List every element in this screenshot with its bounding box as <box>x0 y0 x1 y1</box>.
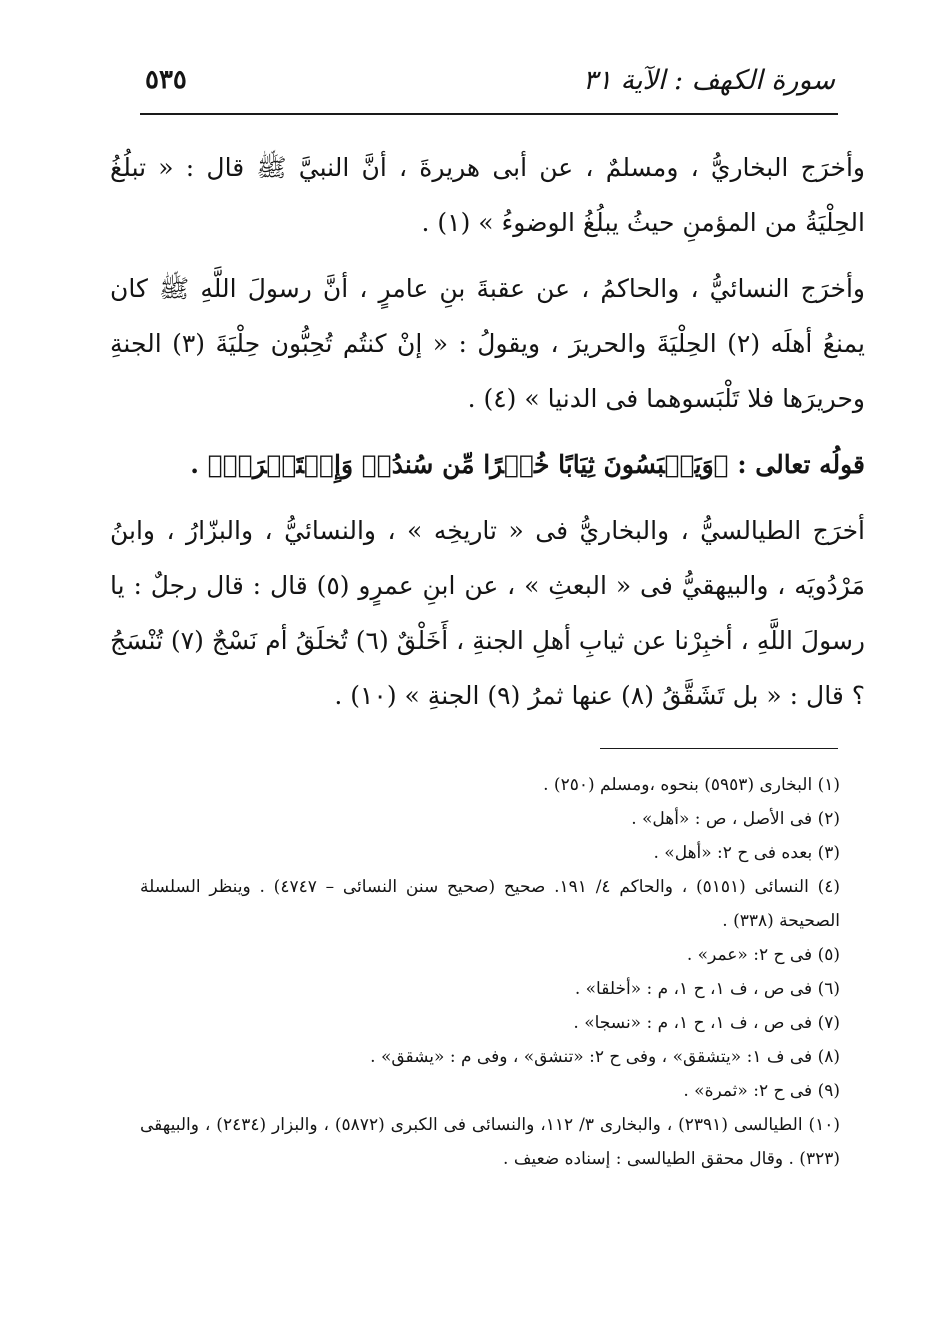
footnote-1: (١) البخارى (٥٩٥٣) بنحوه ،ومسلم (٢٥٠) . <box>543 775 840 795</box>
paragraph-2: وأخرَج النسائيُّ ، والحاكمُ ، عن عقبةَ بنِ عامرٍ ، أنَّ رسولَ اللَّهِ ﷺ كان يمنعُ أهلَه (٢) الحِلْيَةَ والحريرَ ، ويقولُ : « إنْ كنتُم تُحِبُّون حِلْيَةَ (٣) الجنةِ وحريرَها فلا تَلْبَسوهما فى الدنيا » (٤) . <box>110 274 866 413</box>
footnote-6: (٦) فى ص ، ف ١، ح ١، م : «أخلقا» . <box>574 979 840 999</box>
paragraph-1: وأخرَج البخاريُّ ، ومسلمٌ ، عن أبى هريرةَ ، أنَّ النبيَّ ﷺ قال : « تبلُغُ الحِلْيَةُ من المؤمنِ حيثُ يبلُغُ الوضوءُ » (١) . <box>110 153 865 237</box>
footnotes <box>140 768 840 1176</box>
footnote-10: (١٠) الطيالسى (٢٣٩١) ، والبخارى ٣/ ١١٢، والنسائى فى الكبرى (٥٨٧٢) ، والبزار (٢٤٣٤) ، والبيهقى (٣٢٣) . وقال محقق الطيالسى : إسناده ضعيف . <box>140 1115 840 1169</box>
footnote-separator <box>600 748 838 749</box>
page-number: ٥٣٥ <box>145 65 187 95</box>
footnote-2: (٢) فى الأصل ، ص : «أهل» . <box>631 809 840 829</box>
footnote-4: (٤) النسائى (٥١٥١) ، والحاكم ٤/ ١٩١. صحيح (صحيح سنن النسائى – ٤٧٤٧) . وينظر السلسلة الصحيحة (٣٣٨) . <box>140 877 840 931</box>
footnote-3: (٣) بعده فى ح ٢: «أهل» . <box>653 843 840 863</box>
footnote-8: (٨) فى ف ١: «يتشقق» ، وفى ح ٢: «تنشق» ، وفى م : «يشقق» . <box>370 1047 840 1067</box>
footnote-5: (٥) فى ح ٢: «عمر» . <box>686 945 840 965</box>
footnote-9: (٩) فى ح ٢: «ثمرة» . <box>683 1081 840 1101</box>
page-header <box>145 60 835 100</box>
main-text <box>110 140 865 734</box>
footnote-7: (٧) فى ص ، ف ١، ح ١، م : «نسجا» . <box>573 1013 840 1033</box>
running-title: سورة الكهف : الآية ٣١ <box>582 64 835 96</box>
verse-heading: قولُه تعالى : ﴿وَيَلۡبَسُونَ ثِيَابًا خُضۡرًا مِّن سُندُسٖ وَإِسۡتَبۡرَقٖ﴾ . <box>190 450 865 479</box>
paragraph-3: أخرَج الطيالسيُّ ، والبخاريُّ فى « تاريخِه » ، والنسائيُّ ، والبزّارُ ، وابنُ مَرْدُويَه ، والبيهقيُّ فى « البعثِ » ، عن ابنِ عمرٍو (٥) قال : قال رجلٌ : يا رسولَ اللَّهِ ، أخبِرْنا عن ثيابِ أهلِ الجنةِ ، أَخَلْقٌ (٦) تُخلَقُ أم نَسْجٌ (٧) تُنْسَجُ ؟ قال : « بل تَشَقَّقُ (٨) عنها ثمرُ (٩) الجنةِ » (١٠) . <box>110 516 865 710</box>
header-rule <box>140 113 838 115</box>
